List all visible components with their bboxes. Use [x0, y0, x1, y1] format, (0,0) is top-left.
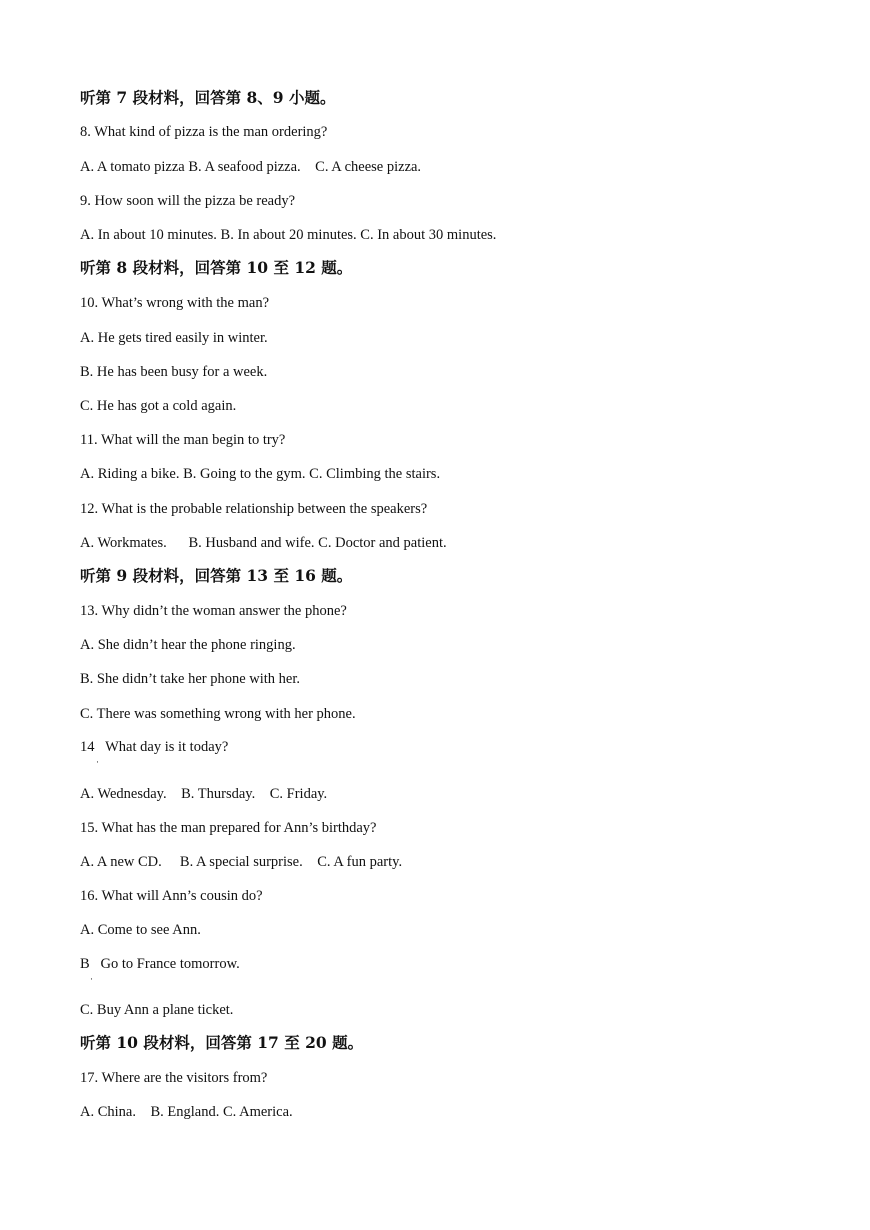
question-12: 12. What is the probable relationship between the speakers?: [80, 501, 428, 517]
question-13: 13. Why didn’t the woman answer the phone?: [80, 603, 347, 619]
question-13-option-a: A. She didn’t hear the phone ringing.: [80, 637, 296, 653]
question-8-options: A. A tomato pizza B. A seafood pizza. C. A cheese pizza.: [80, 159, 422, 175]
question-17: 17. Where are the visitors from?: [80, 1070, 268, 1086]
stray-dot-mark: ·: [96, 757, 99, 767]
section-heading-8: 听第 8 段材料，回答第 10 至 12 题。: [80, 258, 353, 277]
stray-dot-mark: ·: [90, 974, 93, 984]
question-11: 11. What will the man begin to try?: [80, 432, 286, 448]
question-12-options: A. Workmates. B. Husband and wife. C. Doctor and patient.: [80, 535, 447, 551]
question-9: 9. How soon will the pizza be ready?: [80, 193, 296, 209]
question-16-option-a: A. Come to see Ann.: [80, 922, 201, 938]
question-14: 14 What day is it today?: [80, 739, 229, 755]
question-13-option-c: C. There was something wrong with her phone.: [80, 706, 356, 722]
question-10-option-a: A. He gets tired easily in winter.: [80, 330, 268, 346]
question-10-option-b: B. He has been busy for a week.: [80, 364, 268, 380]
question-11-options: A. Riding a bike. B. Going to the gym. C. Climbing the stairs.: [80, 466, 441, 482]
section-heading-7: 听第 7 段材料，回答第 8、9 小题。: [80, 88, 336, 107]
question-16-option-c: C. Buy Ann a plane ticket.: [80, 1002, 234, 1018]
question-14-options: A. Wednesday. B. Thursday. C. Friday.: [80, 786, 328, 802]
question-16-option-b: B Go to France tomorrow.: [80, 956, 240, 972]
question-8: 8. What kind of pizza is the man ordering?: [80, 124, 328, 140]
section-heading-10: 听第 10 段材料，回答第 17 至 20 题。: [80, 1033, 364, 1052]
section-heading-9: 听第 9 段材料，回答第 13 至 16 题。: [80, 566, 353, 585]
question-15-options: A. A new CD. B. A special surprise. C. A fun party.: [80, 854, 403, 870]
question-16: 16. What will Ann’s cousin do?: [80, 888, 263, 904]
question-15: 15. What has the man prepared for Ann’s birthday?: [80, 820, 377, 836]
question-10: 10. What’s wrong with the man?: [80, 295, 270, 311]
question-10-option-c: C. He has got a cold again.: [80, 398, 237, 414]
question-13-option-b: B. She didn’t take her phone with her.: [80, 671, 301, 687]
question-9-options: A. In about 10 minutes. B. In about 20 minutes. C. In about 30 minutes.: [80, 227, 497, 243]
question-17-options: A. China. B. England. C. America.: [80, 1104, 293, 1120]
